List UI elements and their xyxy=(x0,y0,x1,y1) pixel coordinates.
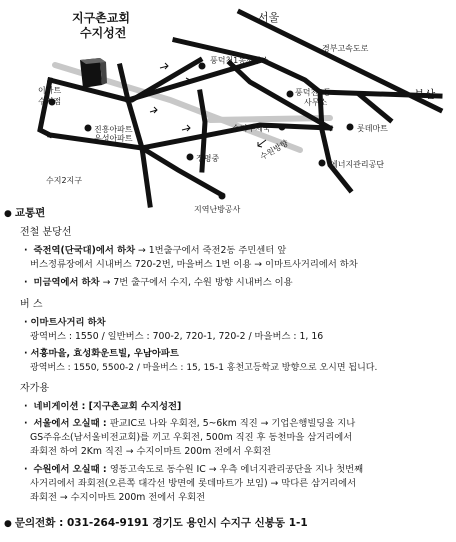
label-pungdeokcheon2-b: 사무소 xyxy=(304,98,328,107)
label-emart-a: 이마트 xyxy=(38,86,62,95)
car-from-suwon xyxy=(24,464,363,476)
marker-district-heating xyxy=(219,193,226,200)
church-name-line2: 수지성전 xyxy=(80,26,127,40)
marker-jeongpyeong xyxy=(187,154,194,161)
label-lotte-mart: 롯데마트 xyxy=(357,124,388,133)
church-building-icon xyxy=(80,58,107,88)
label-pungdeokcheon1: 풍덕천1동사무소 xyxy=(210,56,270,65)
marker-pungdeokcheon1 xyxy=(199,63,206,70)
car-from-suwon-text: 영동고속도로 동수원 IC → 우측 에너지관리공단을 지나 첫번째 xyxy=(109,464,364,475)
bus-title: 버 스 xyxy=(20,299,43,310)
contact-address: 경기도 용인시 수지구 신봉동 1-1 xyxy=(152,517,308,529)
marker-energy xyxy=(319,160,326,167)
label-jinheung-a: 진흥아파트 xyxy=(94,125,133,134)
subway-item-2-head: 미금역에서 하차 xyxy=(33,277,100,288)
subway-item-2 xyxy=(24,277,293,289)
car-from-suwon-cont-1: 사거리에서 좌회전(오른쪽 대각선 방면에 롯데마트가 보임) → 막다른 삼거리에서 xyxy=(30,478,357,489)
label-busan: 부산 xyxy=(414,88,436,101)
label-pungdeokcheon2-a: 풍덕천2동 xyxy=(295,88,332,97)
label-suji2: 수지2지구 xyxy=(46,176,83,185)
contact-phone[interactable]: 031-264-9191 xyxy=(66,517,149,529)
subway-title: 전철 분당선 xyxy=(20,227,72,238)
car-from-seoul-head: 서울에서 오실때 : xyxy=(33,418,110,429)
contact-line xyxy=(4,517,308,530)
marker-jinheung xyxy=(85,125,92,132)
marker-lotte-mart xyxy=(347,124,354,131)
car-from-seoul-cont-2: 좌회전 하여 2Km 직진 → 수지이마트 200m 전에서 우회전 xyxy=(30,446,271,457)
subway-item-1-text: → 1번출구에서 죽전2동 주민센터 앞 xyxy=(135,245,287,256)
car-from-seoul-cont-1: GS주유소(남서울비전교회)를 끼고 우회전, 500m 직진 후 동천마을 삼거리에서 xyxy=(30,432,353,443)
label-district-heating: 지역난방공사 xyxy=(194,205,241,214)
car-title: 자가용 xyxy=(20,383,49,394)
main-roads xyxy=(40,12,440,205)
subway-item-2-text: → 7번 출구에서 수지, 수원 방향 시내버스 이용 xyxy=(99,277,293,288)
bus-item-2-text: 광역버스 : 1550, 5500-2 / 마을버스 : 15, 15-1 홍천고등학교 방향으로 오시면 됩니다. xyxy=(30,363,378,373)
subway-item-1 xyxy=(24,245,286,257)
label-suwon-direction: 수원방향 xyxy=(258,138,290,162)
label-emart-b: 수지점 xyxy=(38,97,62,106)
church-name-line1: 지구촌교회 xyxy=(72,11,130,25)
car-from-suwon-cont-2: 좌회전 → 수지이마트 200m 전에서 우회전 xyxy=(30,492,206,503)
bus-item-2-head: · 서홍마을, 효성화운트빌, 우남아파트 xyxy=(24,348,179,360)
car-navigation-head: 네비게이션 : xyxy=(33,401,89,412)
marker-post-office xyxy=(279,124,286,131)
label-energy: 에너지관리공단 xyxy=(330,160,385,169)
car-navigation xyxy=(24,401,181,413)
subway-item-1-head: 죽전역(단국대)에서 하차 xyxy=(33,245,136,256)
car-from-seoul-text: 판교IC로 나와 우회전, 5~6km 직진 → 기업은행빌딩을 지나 xyxy=(109,418,356,429)
subway-item-1-cont: 버스정류장에서 시내버스 720-2번, 마을버스 1번 이용 → 이마트사거리에서 하차 xyxy=(30,259,358,270)
car-navigation-text: [지구촌교회 수지성전] xyxy=(88,401,182,412)
transport-title: ● 교통편 xyxy=(4,207,45,220)
label-expressway: 경부고속도로 xyxy=(322,44,369,53)
bus-item-1-text: 광역버스 : 1550 / 일반버스 : 700-2, 720-1, 720-2 / 마을버스 : 1, 16 xyxy=(30,331,324,342)
car-from-suwon-head: 수원에서 오실때 : xyxy=(33,464,110,475)
marker-pungdeokcheon2 xyxy=(287,91,294,98)
label-post-office: 수지우체국 xyxy=(232,124,271,133)
label-seoul: 서울 xyxy=(258,11,280,24)
car-from-seoul xyxy=(24,418,355,430)
contact-label: ● 문의전화 : xyxy=(4,517,63,529)
label-jinheung-b: 우성아파트 xyxy=(94,134,133,143)
bus-item-1-head: · 이마트사거리 하차 xyxy=(24,317,106,329)
label-jeongpyeong: 정평중 xyxy=(196,154,220,163)
